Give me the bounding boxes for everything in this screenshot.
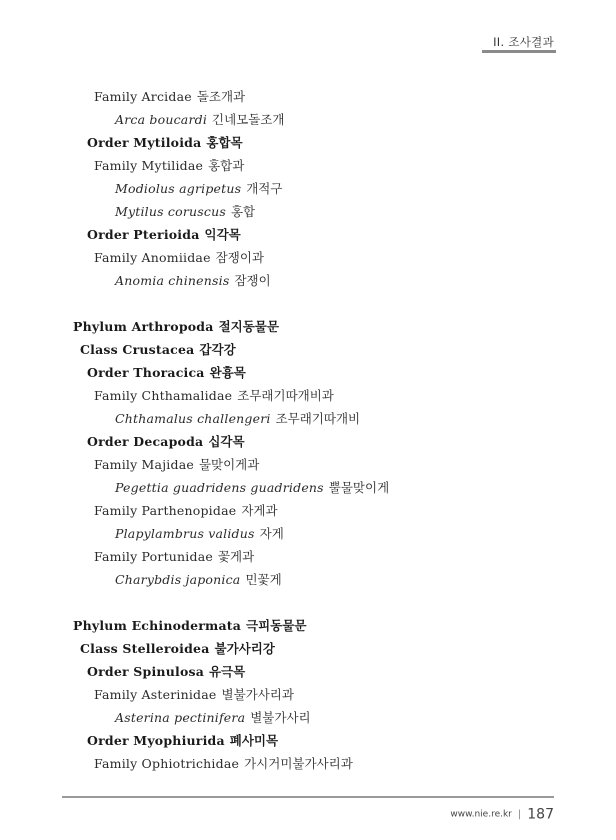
scientific-name: Charybdis japonica [115, 572, 241, 587]
taxon-family [94, 386, 334, 406]
scientific-name: Modiolus agripetus [115, 181, 242, 196]
scientific-name: Family Arcidae [94, 89, 192, 104]
korean-name: 익각목 [204, 227, 241, 242]
korean-name: 조무래기따개비과 [237, 388, 334, 403]
scientific-name: Order Decapoda [87, 434, 204, 449]
taxon-species [115, 524, 284, 544]
korean-name: 민꽃게 [245, 572, 282, 587]
scientific-name: Chthamalus challengeri [115, 411, 271, 426]
taxon-species [115, 478, 389, 498]
korean-name: 가시거미불가사리과 [244, 756, 353, 771]
korean-name: 십각목 [208, 434, 245, 449]
taxon-family [94, 685, 294, 705]
scientific-name: Family Portunidae [94, 549, 213, 564]
taxon-class [80, 340, 236, 360]
taxon-family [94, 455, 259, 475]
scientific-name: Family Majidae [94, 457, 194, 472]
taxon-order [87, 225, 241, 245]
scientific-name: Order Thoracica [87, 365, 205, 380]
scientific-name: Order Myophiurida [87, 733, 225, 748]
footer-rule [62, 796, 554, 798]
scientific-name: Plapylambrus validus [115, 526, 255, 541]
korean-name: 완흉목 [209, 365, 246, 380]
section-header: II. 조사결과 [493, 35, 554, 49]
scientific-name: Order Mytiloida [87, 135, 202, 150]
taxon-species [115, 409, 360, 429]
korean-name: 홍합 [230, 204, 256, 219]
page-footer [450, 804, 554, 823]
scientific-name: Family Mytilidae [94, 158, 204, 173]
footer-separator: | [517, 809, 522, 820]
scientific-name: Family Anomiidae [94, 250, 211, 265]
scientific-name: Phylum Arthropoda [73, 319, 214, 334]
korean-name: 자게 [259, 526, 284, 541]
korean-name: 폐사미목 [229, 733, 279, 748]
scientific-name: Class Stelleroidea [80, 641, 210, 656]
scientific-name: Anomia chinensis [115, 273, 230, 288]
taxon-order [87, 133, 243, 153]
scientific-name: Family Parthenopidae [94, 503, 237, 518]
taxon-family [94, 156, 244, 176]
taxon-family [94, 501, 278, 521]
korean-name: 홍합목 [206, 135, 243, 150]
korean-name: 유극목 [209, 664, 246, 679]
taxon-family [94, 248, 264, 268]
scientific-name: Order Spinulosa [87, 664, 205, 679]
taxon-species [115, 110, 285, 130]
taxon-family [94, 87, 245, 107]
korean-name: 불가사리강 [214, 641, 275, 656]
korean-name: 별불가사리과 [221, 687, 294, 702]
scientific-name: Family Ophiotrichidae [94, 756, 240, 771]
korean-name: 꽃게과 [217, 549, 255, 564]
taxon-species [115, 708, 311, 728]
korean-name: 뿔물맞이게 [328, 480, 390, 495]
korean-name: 극피동물문 [246, 618, 307, 633]
taxon-order [87, 731, 278, 751]
scientific-name: Asterina pectinifera [115, 710, 246, 725]
taxon-order [87, 432, 245, 452]
korean-name: 잠쟁이과 [215, 250, 264, 265]
scientific-name: Mytilus coruscus [115, 204, 226, 219]
korean-name: 홍합과 [208, 158, 245, 173]
scientific-name: Family Asterinidae [94, 687, 217, 702]
taxon-order [87, 363, 246, 383]
korean-name: 별불가사리 [250, 710, 311, 725]
korean-name: 긴네모돌조개 [212, 112, 285, 127]
taxon-species [115, 271, 271, 291]
scientific-name: Phylum Echinodermata [73, 618, 242, 633]
scientific-name: Family Chthamalidae [94, 388, 233, 403]
scientific-name: Arca boucardi [115, 112, 208, 127]
footer-url: www.nie.re.kr [450, 809, 512, 820]
taxon-family [94, 754, 353, 774]
korean-name: 절지동물문 [218, 319, 279, 334]
taxon-order [87, 662, 245, 682]
taxon-phylum [73, 616, 306, 636]
scientific-name: Order Pterioida [87, 227, 200, 242]
taxon-family [94, 547, 254, 567]
page-number: 187 [527, 806, 554, 823]
taxon-phylum [73, 317, 279, 337]
taxon-species [115, 202, 255, 222]
scientific-name: Class Crustacea [80, 342, 195, 357]
taxon-species [115, 179, 282, 199]
scientific-name: Pegettia guadridens guadridens [115, 480, 324, 495]
korean-name: 개적구 [246, 181, 283, 196]
korean-name: 자게과 [241, 503, 278, 518]
taxon-species [115, 570, 282, 590]
header-rule [482, 50, 556, 53]
korean-name: 물맞이게과 [198, 457, 260, 472]
korean-name: 돌조개과 [196, 89, 246, 104]
korean-name: 갑각강 [199, 342, 236, 357]
taxon-class [80, 639, 275, 659]
korean-name: 잠쟁이 [234, 273, 271, 288]
korean-name: 조무래기따개비 [275, 411, 361, 426]
